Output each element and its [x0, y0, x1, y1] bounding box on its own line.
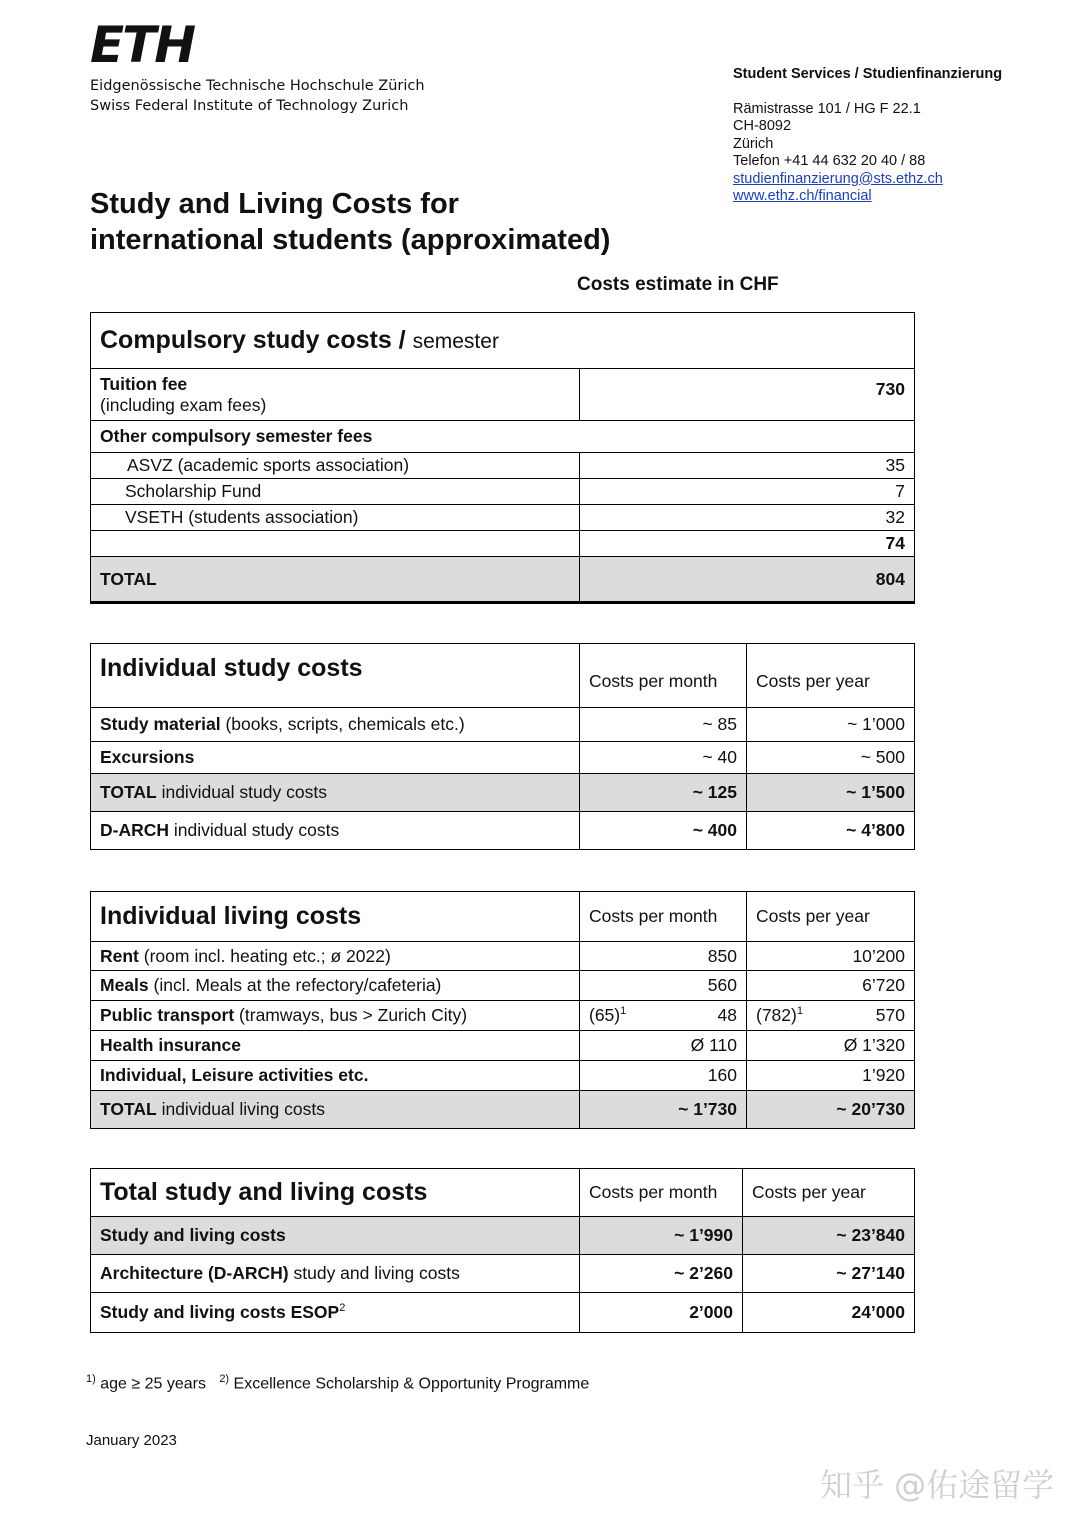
column-header-year: Costs per year [743, 1169, 915, 1217]
currency-note: Costs estimate in CHF [577, 274, 779, 295]
website-link[interactable]: www.ethz.ch/financial [733, 188, 872, 204]
address-line: Rämistrasse 101 / HG F 22.1 [733, 100, 921, 117]
table-row: Architecture (D-ARCH) study and living costs ~ 2’260 ~ 27’140 [91, 1255, 915, 1293]
table-row: Meals (incl. Meals at the refectory/cafeteria) 560 6’720 [91, 971, 915, 1001]
fee-row: Scholarship Fund 7 [91, 479, 915, 505]
column-header-month: Costs per month [580, 892, 747, 942]
total-costs-table [90, 1168, 915, 1333]
title-line-2: international students (approximated) [90, 224, 611, 256]
table-row: Public transport (tramways, bus > Zurich City) $(65)^1$ 48 $(782)^1$ 570 [91, 1001, 915, 1031]
document-date: January 2023 [86, 1432, 177, 1449]
table-row: Rent (room incl. heating etc.; ø 2022) 850 10’200 [91, 942, 915, 971]
tuition-value: 730 [580, 369, 915, 421]
column-header-month: Costs per month [580, 1169, 743, 1217]
table-row: Study and living costs ~ 1’990 ~ 23’840 [91, 1217, 915, 1255]
fee-row: ASVZ (academic sports association) 35 [91, 453, 915, 479]
footnotes: $^{1)}$ age ≥ 25 years $^{2)}$ Excellence Scholarship & Opportunity Programme [86, 1373, 590, 1393]
table-row: Study and living costs ESOP$^2$ 2’000 24’000 [91, 1293, 915, 1333]
table-row: Health insurance Ø 110 Ø 1’320 [91, 1031, 915, 1061]
institution-name [90, 76, 425, 116]
contact-block [733, 66, 1002, 206]
total-costs-heading: Total study and living costs [91, 1169, 580, 1217]
table-row: Excursions ~ 40 ~ 500 [91, 742, 915, 774]
eth-logo: ETH [90, 16, 195, 74]
individual-study-table [90, 643, 915, 850]
individual-living-heading: Individual living costs [91, 892, 580, 942]
total-row: TOTAL individual living costs ~ 1’730 ~ 20’730 [91, 1091, 915, 1129]
other-fees-label: Other compulsory semester fees [91, 421, 915, 453]
column-header-year: Costs per year [747, 892, 915, 942]
watermark: 知乎 @佑途留学 [820, 1466, 1055, 1504]
table-row: Individual, Leisure activities etc. 160 1’920 [91, 1061, 915, 1091]
column-header-month: Costs per month [580, 644, 747, 708]
phone-line: Telefon +41 44 632 20 40 / 88 [733, 153, 926, 169]
title-line-1: Study and Living Costs for [90, 188, 459, 220]
office-name: Student Services / Studienfinanzierung [733, 66, 1003, 82]
institution-de: Eidgenössische Technische Hochschule Zürich [90, 78, 425, 94]
tuition-label: Tuition fee (including exam fees) [91, 369, 580, 421]
address-line: CH-8092 [733, 118, 792, 134]
individual-living-table [90, 891, 915, 1129]
table-row: D-ARCH individual study costs ~ 400 ~ 4’800 [91, 812, 915, 850]
compulsory-heading: Compulsory study costs / semester [91, 313, 915, 369]
page-title [90, 186, 610, 258]
address-line: Zürich [733, 135, 774, 152]
email-link[interactable]: studienfinanzierung@sts.ethz.ch [733, 170, 943, 187]
column-header-year: Costs per year [747, 644, 915, 708]
institution-en: Swiss Federal Institute of Technology Zurich [90, 98, 409, 114]
individual-study-heading: Individual study costs [91, 644, 580, 708]
compulsory-costs-table [90, 312, 915, 604]
fee-row: VSETH (students association) 32 [91, 505, 915, 531]
fee-subtotal-row: 74 [91, 531, 915, 557]
table-row: Study material (books, scripts, chemicals etc.) ~ 85 ~ 1’000 [91, 708, 915, 742]
compulsory-total-row: TOTAL 804 [91, 557, 915, 603]
total-row: TOTAL individual study costs ~ 125 ~ 1’500 [91, 774, 915, 812]
